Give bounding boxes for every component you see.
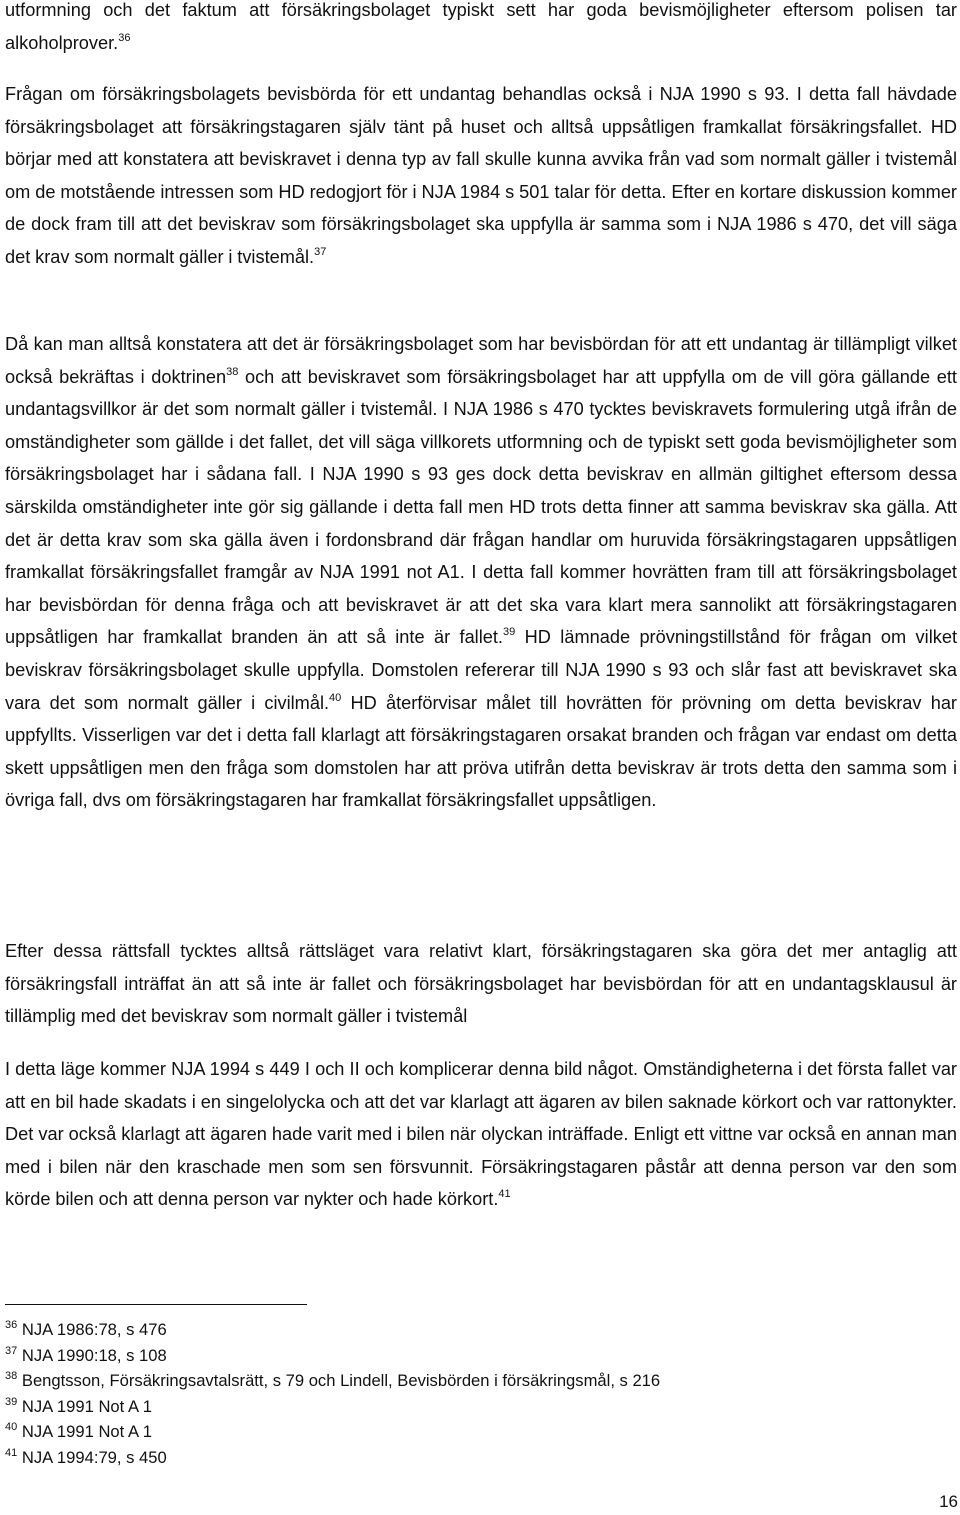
footnote-number: 41	[5, 1446, 18, 1459]
footnote-number: 38	[5, 1370, 18, 1383]
paragraph-text: Efter dessa rättsfall tycktes alltså rättsläget vara relativt klart, försäkringstagaren ska göra det mer antaglig att försäkringsfall inträffat än att så inte är fallet och försäkringsbolaget har bevisbördan för att en undantagsklausul är tillämplig med det beviskrav som normalt gäller i tvistemål	[5, 941, 957, 1027]
footnote	[5, 1343, 905, 1369]
footnote-number: 36	[5, 1319, 18, 1331]
footnote	[5, 1419, 905, 1445]
footnote-ref: 39	[503, 626, 516, 639]
footnote-number: 39	[5, 1395, 18, 1408]
footnote-ref: 36	[118, 31, 131, 44]
paragraph-text: utformning och det faktum att försäkringsbolaget typiskt sett har goda bevismöjligheter eftersom polisen tar alkoholprover.	[5, 0, 957, 53]
paragraph	[5, 0, 957, 59]
paragraph	[5, 935, 957, 1033]
footnote-text: NJA 1994:79, s 450	[21, 1447, 167, 1467]
footnote	[5, 1445, 905, 1471]
paragraph-text: I detta läge kommer NJA 1994 s 449 I och II och komplicerar denna bild något. Omständigheterna i det första fallet var att en bil hade skadats i en singelolycka och att det var klarlagt att ägaren av bilen saknade körkort och var rattonykter. Det var också klarlagt att ägaren hade varit med i bilen när olyckan inträffade. Enligt ett vittne var också en annan man med i bilen när den kraschade men som sen försvunnit. Försäkringstagaren påstår att denna person var den som körde bilen och att denna person var nykter och hade körkort.	[5, 1059, 957, 1210]
paragraph-text: HD lämnade prövningstillstånd för frågan om vilket beviskrav försäkringsbolaget skulle uppfylla. Domstolen refererar till NJA 1990 s 93 och slår fast att beviskravet ska vara det som normalt gäller i civilmål.	[5, 627, 957, 713]
paragraph	[5, 328, 957, 817]
footnote-text: Bengtsson, Försäkringsavtalsrätt, s 79 och Lindell, Bevisbörden i försäkringsmål, s 216	[21, 1371, 661, 1391]
footnote	[5, 1317, 905, 1343]
page-number: 16	[939, 1492, 958, 1511]
footnote-ref: 40	[329, 691, 342, 704]
footnote	[5, 1368, 905, 1394]
paragraph-text: Frågan om försäkringsbolagets bevisbörda för ett undantag behandlas också i NJA 1990 s 93. I detta fall hävdade försäkringsbolaget att försäkringstagaren själv tänt på huset och alltså uppsåtligen framkallat försäkringsfallet. HD börjar med att konstatera att beviskravet i denna typ av fall skulle kunna avvika från vad som normalt gäller i tvistemål om de motstående intressen som HD redogjort för i NJA 1984 s 501 talar för detta. Efter en kortare diskussion kommer de dock fram till att det beviskrav som försäkringsbolaget ska uppfylla är samma som i NJA 1986 s 470, det vill säga det krav som normalt gäller i tvistemål.	[5, 84, 957, 267]
footnote-text: NJA 1990:18, s 108	[21, 1345, 167, 1365]
footnote-separator	[5, 1304, 307, 1305]
footnote-ref: 37	[314, 245, 327, 258]
paragraph-text: och att beviskravet som försäkringsbolaget har att uppfylla om de vill göra gällande ett undantagsvillkor är det som normalt gäller i tvistemål. I NJA 1986 s 470 tycktes beviskravets formulering utgå ifrån de omständigheter som gällde i det fallet, det vill säga villkorets utformning och de typiskt sett goda bevismöjligheter som försäkringsbolaget har i sådana fall. I NJA 1990 s 93 ges dock detta beviskrav en allmän giltighet eftersom dessa särskilda omständigheter inte gör sig gällande i detta fall men HD trots detta finner att samma beviskrav ska gälla. Att det är detta krav som ska gälla även i fordonsbrand där frågan handlar om huruvida försäkringstagaren uppsåtligen framkallat försäkringsfallet framgår av NJA 1991 not A1. I detta fall kommer hovrätten fram till att försäkringsbolaget har bevisbördan för denna fråga och att beviskravet är att det ska vara klart mera sannolikt att försäkringstagaren uppsåtligen har framkallat branden än att så inte är fallet.	[5, 366, 957, 648]
footnote-text: NJA 1991 Not A 1	[21, 1396, 152, 1416]
footnotes	[5, 1317, 905, 1471]
paragraph	[5, 78, 957, 274]
paragraph	[5, 1053, 957, 1216]
footnote-number: 40	[5, 1421, 18, 1434]
footnote-text: NJA 1991 Not A 1	[21, 1422, 152, 1442]
footnote-ref: 41	[498, 1188, 511, 1201]
paragraph-text: Då kan man alltså konstatera att det är försäkringsbolaget som har bevisbördan för att ett undantag är tillämpligt vilket också bekräftas i doktrinen	[5, 334, 957, 387]
paragraph-text: HD återförvisar målet till hovrätten för prövning om detta beviskrav har uppfyllts. Visserligen var det i detta fall klarlagt att försäkringstagaren orsakat branden och frågan var endast om detta skett uppsåtligen men den fråga som domstolen har att pröva utifrån detta beviskrav är trots detta den samma som i övriga fall, dvs om försäkringstagaren har framkallat försäkringsfallet uppsåtligen.	[5, 692, 957, 811]
footnote-number: 37	[5, 1344, 18, 1357]
footnote	[5, 1394, 905, 1420]
footnote-ref: 38	[226, 365, 239, 378]
footnote-text: NJA 1986:78, s 476	[21, 1320, 167, 1339]
